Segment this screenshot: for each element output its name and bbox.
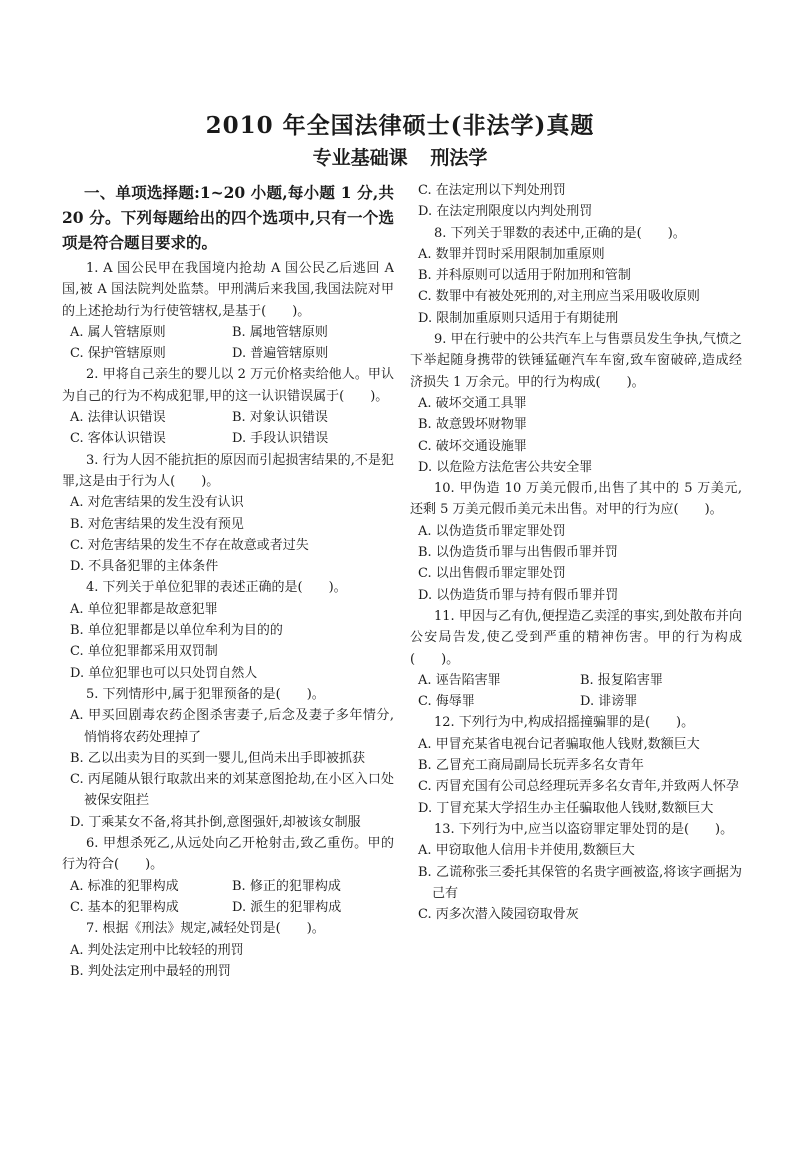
option-b: B. 判处法定刑中最轻的刑罚 (70, 963, 231, 979)
question-9 (410, 329, 742, 478)
option-c: C. 保护管辖原则 (70, 346, 166, 362)
option-b: B. 对危害结果的发生没有预见 (70, 516, 244, 532)
question-7 (62, 918, 394, 982)
option-c: C. 丙冒充国有公司总经理玩弄多名女青年,并致两人怀孕 (418, 779, 739, 795)
option-b: B. 属地管辖原则 (232, 324, 328, 340)
option-c: C. 客体认识错误 (70, 431, 166, 447)
question-5 (62, 684, 394, 833)
question-stem: 5. 下列情形中,属于犯罪预备的是( )。 (86, 686, 325, 702)
question-stem: 1. A 国公民甲在我国境内抢劫 A 国公民乙后逃回 A 国,被 A 国法院判处监禁。甲刑满后来我国,我国法院对甲的上述抢劫行为行使管辖权,是基于( )。 (62, 261, 394, 319)
question-8 (410, 223, 742, 329)
option-d: D. 丁冒充某大学招生办主任骗取他人钱财,数额巨大 (418, 800, 714, 816)
option-d: D. 手段认识错误 (232, 431, 329, 447)
option-b: B. 以伪造货币罪与出售假币罪并罚 (418, 545, 618, 561)
option-a: A. 破坏交通工具罪 (418, 395, 527, 411)
option-d: D. 限制加重原则只适用于有期徒刑 (418, 310, 619, 326)
option-c: C. 单位犯罪都采用双罚制 (70, 644, 218, 660)
right-column (410, 180, 742, 1150)
option-d: D. 派生的犯罪构成 (232, 899, 342, 915)
question-11 (410, 606, 742, 712)
page-title: 2010 年全国法律硕士(非法学)真题 (205, 112, 595, 139)
question-stem: 13. 下列行为中,应当以盗窃罪定罪处罚的是( )。 (434, 821, 734, 837)
option-c: C. 侮辱罪 (418, 694, 475, 710)
option-a: A. 标准的犯罪构成 (70, 878, 179, 894)
option-a: A. 甲买回剧毒农药企图杀害妻子,后念及妻子多年情分,悄悄将农药处理掉了 (70, 708, 394, 745)
option-c: C. 丙多次潜入陵园窃取骨灰 (418, 907, 579, 923)
question-stem: 9. 甲在行驶中的公共汽车上与售票员发生争执,气愤之下举起随身携带的铁锤猛砸汽车车窗,致车窗破碎,造成经济损失 1 万余元。甲的行为构成( )。 (410, 332, 742, 390)
option-c: C. 数罪中有被处死刑的,对主刑应当采用吸收原则 (418, 289, 700, 305)
option-a: A. 数罪并罚时采用限制加重原则 (418, 246, 605, 262)
question-stem: 2. 甲将自己亲生的婴儿以 2 万元价格卖给他人。甲认为自己的行为不构成犯罪,甲的这一认识错误属于( )。 (62, 367, 394, 404)
question-stem: 4. 下列关于单位犯罪的表述正确的是( )。 (86, 580, 347, 596)
question-13 (410, 819, 742, 925)
option-a: A. 属人管辖原则 (70, 324, 166, 340)
option-d: D. 普遍管辖原则 (232, 346, 329, 362)
option-a: A. 法律认识错误 (70, 410, 166, 426)
option-d: D. 以危险方法危害公共安全罪 (418, 459, 593, 475)
option-b: B. 乙以出卖为目的买到一婴儿,但尚未出手即被抓获 (70, 750, 365, 766)
option-a: A. 诬告陷害罪 (418, 672, 501, 688)
subtitle-subject: 刑法学 (430, 147, 488, 169)
option-b: B. 对象认识错误 (232, 410, 328, 426)
option-b: B. 并科原则可以适用于附加刑和管制 (418, 268, 631, 284)
question-2 (62, 364, 394, 449)
subtitle-course: 专业基础课 (312, 147, 408, 169)
option-b: B. 报复陷害罪 (580, 672, 663, 688)
question-stem: 7. 根据《刑法》规定,减轻处罚是( )。 (86, 921, 325, 937)
option-c: C. 丙尾随从银行取款出来的刘某意图抢劫,在小区入口处被保安阻拦 (70, 772, 394, 809)
option-a: A. 以伪造货币罪定罪处罚 (418, 523, 566, 539)
option-d: D. 诽谤罪 (580, 694, 638, 710)
section-instructions: 一、单项选择题:1~20 小题,每小题 1 分,共 20 分。下列每题给出的四个选项中,只有一个选项是符合题目要求的。 (62, 183, 394, 252)
option-b: B. 单位犯罪都是以单位牟利为目的的 (70, 623, 283, 639)
question-stem: 6. 甲想杀死乙,从远处向乙开枪射击,致乙重伤。甲的行为符合( )。 (62, 836, 394, 873)
question-3 (62, 450, 394, 578)
option-a: A. 判处法定刑中比较轻的刑罚 (70, 942, 244, 958)
option-c: C. 在法定刑以下判处刑罚 (418, 183, 566, 198)
option-d: D. 丁乘某女不备,将其扑倒,意图强奸,却被该女制服 (70, 814, 361, 830)
option-d: D. 在法定刑限度以内判处刑罚 (418, 204, 593, 220)
question-stem: 8. 下列关于罪数的表述中,正确的是( )。 (434, 225, 686, 241)
option-c: C. 基本的犯罪构成 (70, 899, 179, 915)
question-10 (410, 478, 742, 606)
option-c: C. 以出售假币罪定罪处罚 (418, 566, 566, 582)
option-d: D. 单位犯罪也可以只处罚自然人 (70, 665, 258, 681)
question-stem: 3. 行为人因不能抗拒的原因而引起损害结果的,不是犯罪,这是由于行为人( )。 (62, 452, 394, 489)
option-b: B. 乙谎称张三委托其保管的名贵字画被盗,将该字画据为己有 (418, 864, 742, 901)
option-d: D. 以伪造货币罪与持有假币罪并罚 (418, 587, 619, 603)
page-subtitle (0, 145, 800, 171)
option-c: C. 对危害结果的发生不存在故意或者过失 (70, 537, 309, 553)
option-b: B. 故意毁坏财物罪 (418, 417, 527, 433)
question-stem: 10. 甲伪造 10 万美元假币,出售了其中的 5 万美元,还剩 5 万美元假币美元未出售。对甲的行为应( )。 (410, 481, 742, 518)
option-a: A. 甲冒充某省电视台记者骗取他人钱财,数额巨大 (418, 736, 700, 752)
option-b: B. 修正的犯罪构成 (232, 878, 341, 894)
option-c: C. 破坏交通设施罪 (418, 438, 527, 454)
option-a: A. 对危害结果的发生没有认识 (70, 495, 244, 511)
question-7-continued (410, 180, 742, 223)
question-12 (410, 712, 742, 818)
option-a: A. 单位犯罪都是故意犯罪 (70, 601, 218, 617)
option-b: B. 乙冒充工商局副局长玩弄多名女青年 (418, 758, 644, 774)
question-1 (62, 258, 394, 364)
question-6 (62, 833, 394, 918)
option-d: D. 不具备犯罪的主体条件 (70, 559, 219, 575)
option-a: A. 甲窃取他人信用卡并使用,数额巨大 (418, 843, 635, 859)
left-column (62, 180, 394, 1150)
question-stem: 11. 甲因与乙有仇,便捏造乙卖淫的事实,到处散布并向公安局告发,使乙受到严重的精神伤害。甲的行为构成( )。 (410, 608, 742, 667)
question-stem: 12. 下列行为中,构成招摇撞骗罪的是( )。 (434, 715, 695, 731)
question-4 (62, 577, 394, 683)
